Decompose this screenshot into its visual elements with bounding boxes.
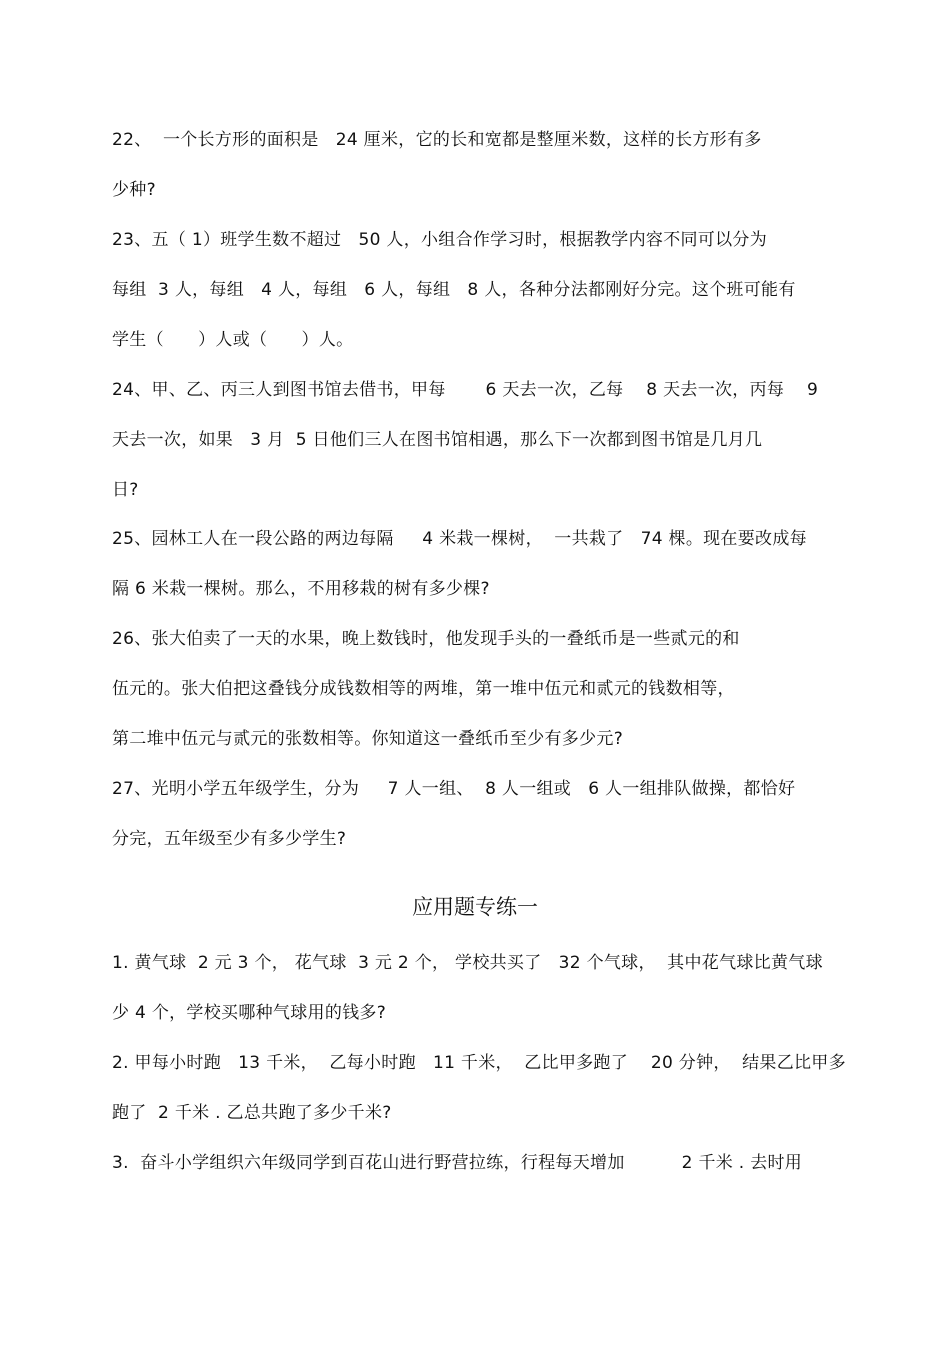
problem-1-line-2: 少 4 个，学校买哪种气球用的钱多? <box>112 1003 387 1023</box>
problem-2-line-1: 2. 甲每小时跑 13 千米， 乙每小时跑 11 千米， 乙比甲多跑了 20 分钟， 结果乙比甲多 <box>112 1053 846 1073</box>
section-title: 应用题专练一 <box>412 895 538 919</box>
question-26-line-3: 第二堆中伍元与贰元的张数相等。你知道这一叠纸币至少有多少元? <box>112 729 624 749</box>
question-23-line-2: 每组 3 人，每组 4 人，每组 6 人，每组 8 人，各种分法都刚好分完。这个班可能有 <box>112 280 796 300</box>
question-23-line-3: 学生（ ）人或（ ）人。 <box>112 330 354 350</box>
problem-3-line-1: 3. 奋斗小学组织六年级同学到百花山进行野营拉练，行程每天增加 2 千米 . 去时用 <box>112 1153 803 1173</box>
question-24-line-2: 天去一次，如果 3 月 5 日他们三人在图书馆相遇，那么下一次都到图书馆是几月几 <box>112 430 763 450</box>
question-23-line-1: 23、五（ 1）班学生数不超过 50 人，小组合作学习时，根据教学内容不同可以分为 <box>112 230 767 250</box>
question-25-line-1: 25、园林工人在一段公路的两边每隔 4 米栽一棵树， 一共栽了 74 棵。现在要改成每 <box>112 529 807 549</box>
question-26-line-2: 伍元的。张大伯把这叠钱分成钱数相等的两堆，第一堆中伍元和贰元的钱数相等， <box>112 679 735 699</box>
question-24-line-1: 24、甲、乙、丙三人到图书馆去借书，甲每 6 天去一次，乙每 8 天去一次，丙每 9 <box>112 380 819 400</box>
problem-2-line-2: 跑了 2 千米 . 乙总共跑了多少千米? <box>112 1103 392 1123</box>
question-25-line-2: 隔 6 米栽一棵树。那么，不用移栽的树有多少棵? <box>112 579 490 599</box>
question-26-line-1: 26、张大伯卖了一天的水果，晚上数钱时，他发现手头的一叠纸币是一些贰元的和 <box>112 629 740 649</box>
question-24-line-3: 日? <box>112 480 139 500</box>
problem-1-line-1: 1. 黄气球 2 元 3 个， 花气球 3 元 2 个， 学校共买了 32 个气球， 其中花气球比黄气球 <box>112 953 823 973</box>
question-22-line-1: 22、 一个长方形的面积是 24 厘米，它的长和宽都是整厘米数，这样的长方形有多 <box>112 130 762 150</box>
question-27-line-2: 分完，五年级至少有多少学生? <box>112 829 347 849</box>
question-22-line-2: 少种? <box>112 180 156 200</box>
question-27-line-1: 27、光明小学五年级学生，分为 7 人一组、 8 人一组或 6 人一组排队做操，都恰好 <box>112 779 796 799</box>
